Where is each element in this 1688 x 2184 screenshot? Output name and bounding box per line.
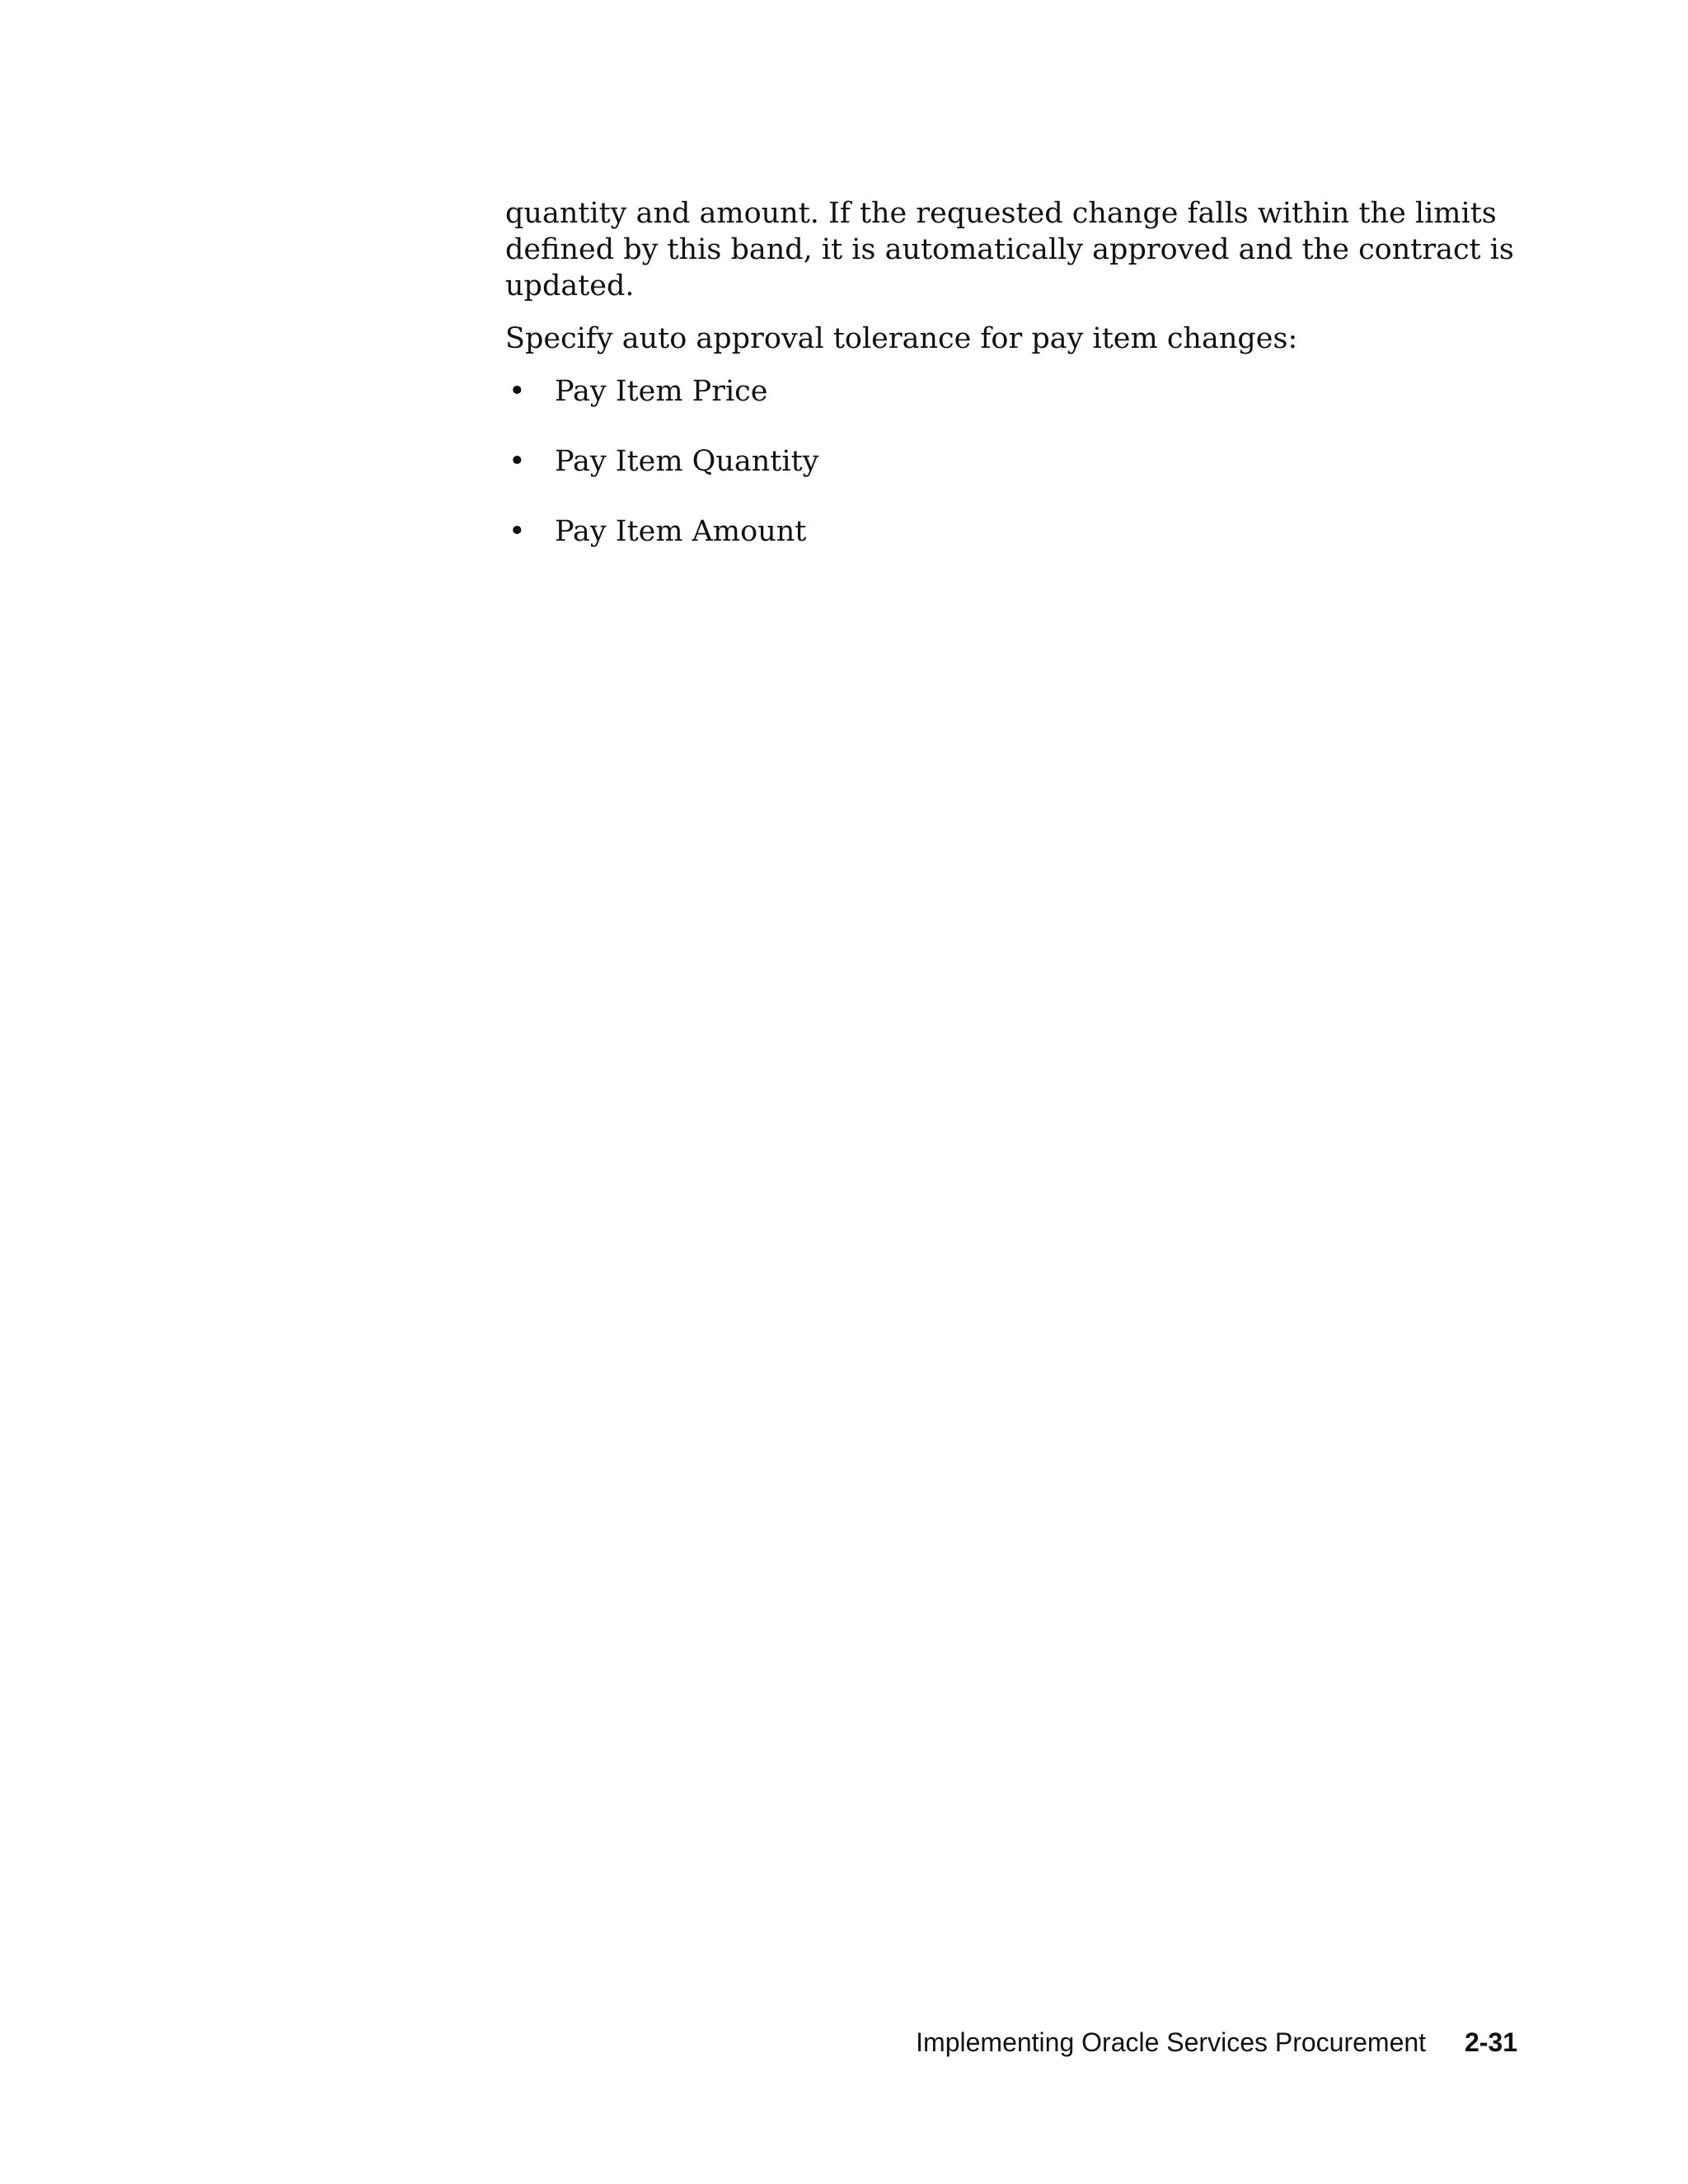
list-item-text: Pay Item Amount [555,515,807,548]
body-paragraph: quantity and amount. If the requested change falls within the limits defined by this band, it is automatically approved and the contract is updated. [505,197,1514,302]
list-intro-paragraph: Specify auto approval tolerance for pay item changes: [505,322,1298,355]
bullet-icon: • [509,375,526,408]
page-footer [916,2026,1517,2059]
page-number: 2-31 [1464,2027,1517,2057]
list-item-text: Pay Item Quantity [555,445,819,478]
list-item [505,443,1527,480]
list-item [505,373,1527,410]
bullet-icon: • [509,515,526,548]
list-item [505,513,1527,550]
list-item-text: Pay Item Price [555,375,768,408]
bullet-icon: • [509,445,526,478]
tolerance-bullet-list [505,373,1527,550]
page-body [505,195,1527,583]
footer-title: Implementing Oracle Services Procurement [916,2027,1427,2057]
